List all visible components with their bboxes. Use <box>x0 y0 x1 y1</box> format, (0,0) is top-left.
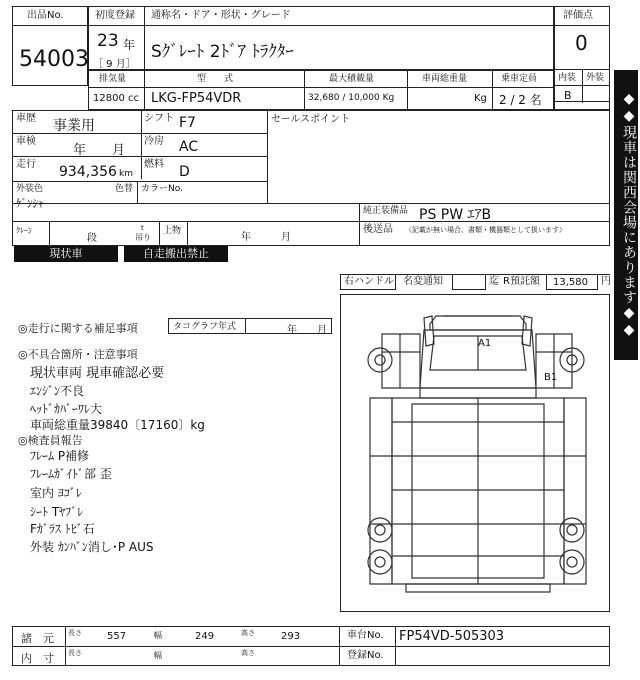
dims-label: 諸 元 <box>21 632 54 645</box>
width-label: 幅 <box>154 631 162 640</box>
registration-label: 登録No. <box>347 650 384 661</box>
ext-color: ｹﾞﾝｼｬ <box>16 197 44 210</box>
inspector-line-1: ﾌﾚｰﾑ P補修 <box>30 449 90 463</box>
inner-width-label: 幅 <box>154 651 162 660</box>
length-label: 長さ <box>68 629 82 637</box>
spec-row <box>88 70 554 110</box>
defects-label: ◎不具合箇所・注意事項 <box>18 348 138 361</box>
lot-number: 54003 <box>19 47 89 72</box>
defect-line-4: 車両総重量39840〔17160〕kg <box>30 418 205 432</box>
vehicle-name: Sｸﾞﾚｰﾄ 2ﾄﾞｱ ﾄﾗｸﾀｰ <box>151 42 294 62</box>
ext-color-label: 外装色 <box>16 184 44 194</box>
model: LKG-FP54VDR <box>151 91 242 106</box>
inner-length-label: 長さ <box>68 649 82 657</box>
inspector-line-5: Fｶﾞﾗｽ ﾄﾋﾞ石 <box>30 522 95 536</box>
upper-date: 年 月 <box>241 232 291 243</box>
right-hand-drive-box <box>340 274 396 290</box>
current-condition-badge: 現状車 <box>14 246 118 262</box>
upper-label: 上物 <box>163 226 182 236</box>
ac-label: 冷房 <box>144 136 164 147</box>
yen-label: 円 <box>601 276 611 287</box>
mileage-unit: km <box>119 169 133 179</box>
length: 557 <box>107 631 127 642</box>
inner-dims-label: 内 寸 <box>21 652 54 665</box>
ac: AC <box>179 139 199 155</box>
inspection-label: 車検 <box>16 136 36 147</box>
recycle-label: R預託額 <box>503 276 540 287</box>
history: 事業用 <box>53 118 95 134</box>
dimensions-table <box>12 626 610 666</box>
inspector-line-3: 室内 ﾖｺﾞﾚ <box>30 486 82 500</box>
mileage-label: 走行 <box>16 159 36 170</box>
gross-weight-label: 車両総重量 <box>422 74 468 84</box>
height-label: 高さ <box>241 629 255 637</box>
width: 249 <box>195 631 215 642</box>
history-label: 車歴 <box>16 113 36 124</box>
damage-mark-b1: B1 <box>544 372 558 383</box>
equipment: PS PW ｴｱB <box>419 207 492 223</box>
damage-mark-a1: A1 <box>478 338 492 349</box>
name-change-label: 名変通知 <box>403 276 443 287</box>
fuel-label: 燃料 <box>144 159 164 170</box>
inspector-line-6: 外装 ｶﾝﾊﾞﾝ消し･P AUS <box>30 540 154 554</box>
capacity-label: 乗車定員 <box>501 74 538 84</box>
max-load: 32,680 / 10,000 Kg <box>308 93 395 103</box>
retrofit-note: （記載が無い場合、書類・機器類として扱います） <box>405 226 566 234</box>
lot-number-label: 出品No. <box>27 10 64 21</box>
chassis-number: FP54VD-505303 <box>399 629 505 644</box>
color-code-label: カラーNo. <box>141 184 183 194</box>
retrofit-label: 後送品 <box>363 224 393 235</box>
driving-notes-label: ◎走行に関する補足事項 <box>18 322 138 335</box>
crane-hoist: 吊り <box>135 233 151 242</box>
right-hand-label: 右ハンドル <box>344 276 394 287</box>
vehicle-name-label: 通称名・ドア・形状・グレード <box>151 10 291 21</box>
exterior-label: 外装 <box>586 73 605 83</box>
first-reg-month: ［ 9 月］ <box>93 59 136 70</box>
tachograph-box <box>168 318 332 334</box>
score: 0 <box>575 31 588 55</box>
equipment-label: 純正装備品 <box>363 206 409 216</box>
shift: F7 <box>179 115 196 131</box>
inspector-line-2: ﾌﾚｰﾑｶﾞｲﾄﾞ部 歪 <box>30 467 112 481</box>
first-reg-year: 23 <box>97 31 119 51</box>
defect-line-1: 現状車両 現車確認必要 <box>30 366 165 381</box>
recycle-amount-box <box>546 274 598 290</box>
venue-notice-banner: ◆◆現車は関西会場にあります◆◆ <box>614 70 638 360</box>
inspector-label: ◎検査員報告 <box>18 434 83 447</box>
inspector-line-4: ｼｰﾄ Tﾔﾌﾞﾚ <box>30 505 84 519</box>
inner-height-label: 高さ <box>241 649 255 657</box>
crane-label: ｸﾚｰﾝ <box>16 226 32 235</box>
truck-body-diagram <box>340 294 610 612</box>
max-load-label: 最大積載量 <box>329 74 375 84</box>
no-self-drive-badge: 自走搬出禁止 <box>124 246 228 262</box>
color-change-label: 色替 <box>115 184 134 194</box>
gross-weight: Kg <box>474 93 487 104</box>
score-label: 評価点 <box>563 10 593 21</box>
info-block <box>12 110 610 246</box>
chassis-label: 車台No. <box>347 630 384 641</box>
mileage: 934,356 <box>59 164 117 180</box>
tachograph-label: タコグラフ年式 <box>173 322 237 332</box>
sales-point-label: セールスポイント <box>271 114 351 125</box>
deadline-label: 迄 <box>489 276 499 287</box>
tachograph-date: 年 月 <box>287 325 327 336</box>
title-box <box>88 6 554 70</box>
displacement-label: 排気量 <box>99 74 127 84</box>
shift-label: シフト <box>144 113 174 124</box>
recycle-amount: 13,580 <box>553 277 588 288</box>
inspection: 年 月 <box>73 143 126 158</box>
score-box <box>554 6 610 102</box>
crane-steps: 段 <box>87 233 97 244</box>
defect-line-3: ﾍｯﾄﾞｶﾊﾞｰﾜﾚ大 <box>30 402 103 416</box>
crane-ton: t <box>141 224 144 232</box>
first-reg-label: 初度登録 <box>95 10 135 21</box>
lot-number-box <box>12 6 88 86</box>
displacement: 12800 cc <box>93 93 139 104</box>
year-unit: 年 <box>123 38 136 52</box>
model-label: 型 式 <box>197 74 234 84</box>
name-change-box <box>452 274 486 290</box>
fuel: D <box>179 164 190 180</box>
capacity: 2 / 2 名 <box>499 93 542 107</box>
interior-label: 内装 <box>558 73 577 83</box>
interior-grade: B <box>564 89 572 102</box>
defect-line-2: ｴﾝｼﾞﾝ不良 <box>30 384 85 398</box>
height: 293 <box>281 631 301 642</box>
